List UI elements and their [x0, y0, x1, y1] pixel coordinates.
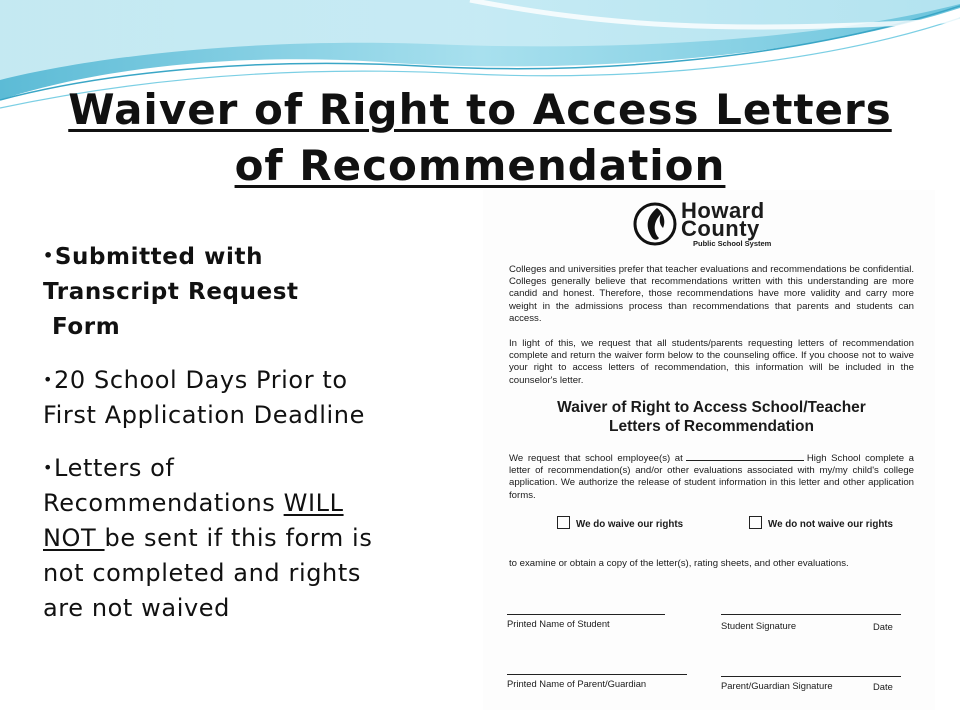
bullet-text: Transcript Request: [43, 279, 299, 305]
slide-title-line1: Waiver of Right to Access Letters: [68, 85, 892, 134]
hcpss-logo: [633, 200, 793, 254]
signature-line: [721, 614, 901, 615]
checkbox-not-waive: [749, 516, 893, 530]
form-paragraph-3: [509, 453, 914, 502]
bullet-dot: •: [43, 458, 54, 477]
form-text: We request that school employee(s) at: [509, 453, 683, 464]
slide-title-line2: of Recommendation: [234, 141, 726, 190]
checkbox-square-icon: [749, 516, 762, 529]
slide-title: [40, 82, 920, 194]
form-title-line1: Waiver of Right to Access School/Teacher: [557, 399, 866, 416]
form-title: [509, 398, 914, 436]
bullet-text: First Application Deadline: [43, 401, 365, 429]
checkbox-label: We do not waive our rights: [768, 519, 894, 530]
bullet-submitted-with: [43, 238, 443, 345]
bullet-dot: •: [43, 246, 54, 265]
bullet-text: not completed and rights: [43, 559, 361, 587]
flame-icon: [633, 202, 677, 246]
bullet-school-days: [43, 362, 443, 433]
bullet-text: are not waived: [43, 594, 230, 622]
signature-line: [507, 614, 665, 615]
signature-line: [507, 674, 687, 675]
checkbox-label: We do waive our rights: [576, 519, 684, 530]
signature-line: [721, 676, 901, 677]
bullet-letters-warning: [43, 450, 443, 626]
label-date: Date: [873, 681, 893, 692]
waiver-form-image: [483, 190, 935, 710]
bullet-emphasis: NOT: [43, 524, 105, 552]
label-date: Date: [873, 621, 893, 632]
bullet-text: 20 School Days Prior to: [54, 366, 348, 394]
label-parent-signature: Parent/Guardian Signature: [721, 680, 833, 691]
bullet-text: Recommendations: [43, 489, 284, 517]
form-paragraph-2: In light of this, we request that all students/parents requesting letters of recommendation complete and return the waiver form below to the counseling office. If you choose not to waive your right to access letters of recommendation, this information will be included in the counselor's letter.: [509, 338, 914, 386]
bullet-dot: •: [43, 370, 54, 389]
form-paragraph-1: Colleges and universities prefer that teacher evaluations and recommendations be confidential. Colleges generally believe that recommendations written with this understanding are more candid and honest. Therefore, those recommendations have more validity and carry more weight in the admissions process than recommendations that parents and students can access.: [509, 264, 914, 324]
label-student-name: Printed Name of Student: [507, 618, 610, 629]
label-student-signature: Student Signature: [721, 620, 797, 631]
form-title-line2: Letters of Recommendation: [609, 418, 814, 435]
logo-subtitle: Public School System: [693, 239, 772, 248]
form-paragraph-4: to examine or obtain a copy of the letter(s), rating sheets, and other evaluations.: [509, 558, 849, 569]
bullet-text: Submitted with: [54, 244, 264, 270]
logo-howard: Howard: [681, 198, 765, 223]
logo-county: County: [681, 216, 760, 241]
checkbox-square-icon: [557, 516, 570, 529]
form-text: High School complete a letter of recommendation(s) and/or other evaluations associated with my/my child's college application. We authorize the release of student information in this letter and other application forms.: [509, 453, 914, 501]
bullet-text: Form: [52, 314, 121, 340]
bullet-emphasis: WILL: [283, 489, 344, 517]
bullet-text: be sent if this form is: [104, 524, 373, 552]
label-parent-name: Printed Name of Parent/Guardian: [507, 678, 647, 689]
checkbox-waive: [557, 516, 683, 530]
bullet-text: Letters of: [54, 454, 175, 482]
bullet-list: [43, 238, 443, 643]
school-name-blank: [686, 460, 804, 461]
